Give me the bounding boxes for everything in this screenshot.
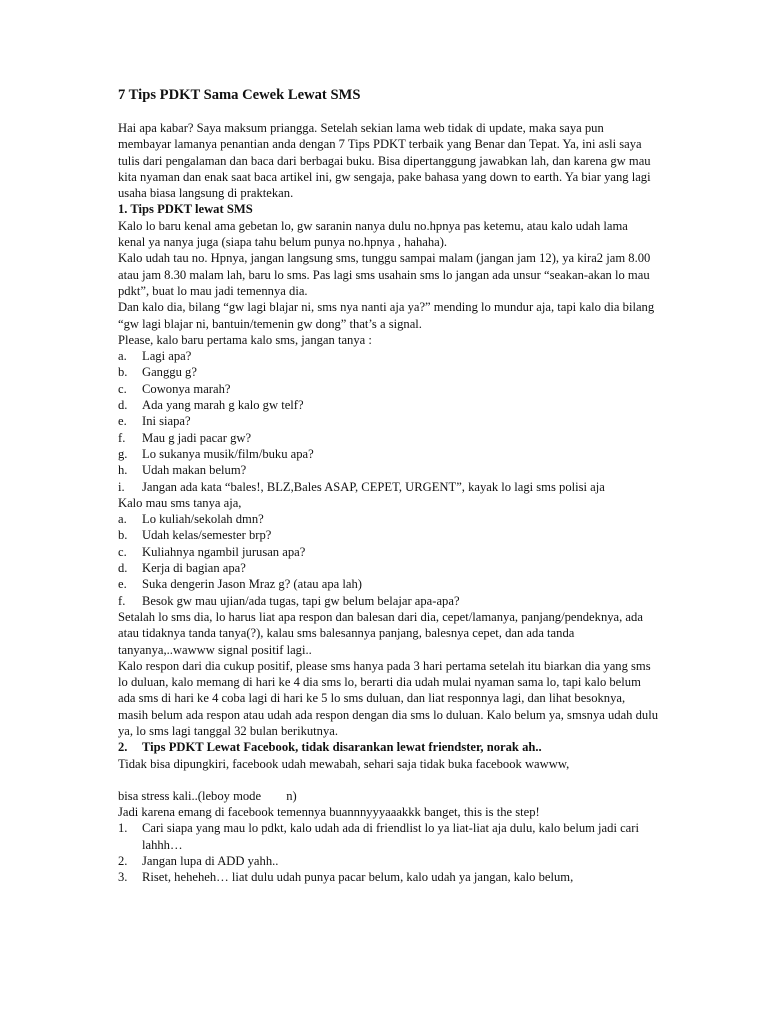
section-2-heading <box>118 739 658 755</box>
section-1-paragraph-7: Kalo respon dari dia cukup positif, please sms hanya pada 3 hari pertama setelah itu biarkan dia yang sms lo duluan, kalo memang di hari ke 4 dia sms lo, berarti dia udah mulai nyaman sama lo, tapi kalo belum ada sms di hari ke 4 coba lagi di hari ke 5 lo sms duluan, dan liat responnya lagi, dan lihat besoknya, masih belum ada respon atau udah ada respon dengan dia sms lo duluan. Kalo belum ya, smsnya udah dulu ya, lo sms lagi tanggal 32 bulan berikutnya. <box>118 658 659 738</box>
list-item <box>118 479 658 495</box>
list-text: Ganggu g? <box>142 365 197 380</box>
list-marker: 3. <box>118 870 128 885</box>
list-marker: g. <box>118 446 128 461</box>
list-marker: d. <box>118 561 128 576</box>
list-marker: 1. <box>118 821 128 836</box>
list-item <box>118 544 658 560</box>
blank-line <box>118 772 658 788</box>
list-marker: e. <box>118 414 127 429</box>
section-1-heading: 1. Tips PDKT lewat SMS <box>118 202 253 217</box>
list-marker: a. <box>118 349 127 364</box>
section-1-paragraph-6: Setalah lo sms dia, lo harus liat apa respon dan balesan dari dia, cepet/lamanya, panjang/pendeknya, ada atau tidaknya tanda tanya(?), kalau sms balesannya panjang, balesnya cepet, dan ada tanda tanyanya,..wawww signal positif lagi.. <box>118 609 643 657</box>
do-ask-list <box>118 511 658 609</box>
intro-paragraph: Hai apa kabar? Saya maksum priangga. Setelah sekian lama web tidak di update, maka saya pun membayar lamanya penantian anda dengan 7 Tips PDKT terbaik yang Benar dan Tepat. Ya, ini asli saya tulis dari pengalaman dan baca dari berbagai buku. Bisa dipertanggung jawabkan lah, dan karena gw mau kita nyaman dan enak saat baca artikel ini, gw sengaja, pake bahasa yang down to earth. Ya biar yang lagi usaha biasa langsung di praktekan. <box>118 121 651 201</box>
list-marker: 2. <box>118 854 128 869</box>
list-text: Lo sukanya musik/film/buku apa? <box>142 446 314 461</box>
list-item <box>118 364 658 380</box>
list-item <box>118 430 658 446</box>
list-text: Kerja di bagian apa? <box>142 561 246 576</box>
list-item <box>118 853 658 869</box>
list-text: Jangan ada kata “bales!, BLZ,Bales ASAP, CEPET, URGENT”, kayak lo lagi sms polisi aja <box>142 479 605 494</box>
section-1-paragraph-5: Kalo mau sms tanya aja, <box>118 495 242 510</box>
list-item <box>118 413 658 429</box>
list-item <box>118 869 658 885</box>
list-item <box>118 576 658 592</box>
dont-ask-list <box>118 348 658 495</box>
list-text: Jangan lupa di ADD yahh.. <box>142 854 279 869</box>
list-text: Riset, heheheh… liat dulu udah punya pacar belum, kalo udah ya jangan, kalo belum, <box>142 870 574 885</box>
list-item <box>118 511 658 527</box>
list-item <box>118 348 658 364</box>
list-item <box>118 593 658 609</box>
section-1-paragraph-4: Please, kalo baru pertama kalo sms, jangan tanya : <box>118 332 372 347</box>
list-text: Udah kelas/semester brp? <box>142 528 272 543</box>
list-text: Udah makan belum? <box>142 463 247 478</box>
list-marker: i. <box>118 479 125 494</box>
list-marker: h. <box>118 463 128 478</box>
section-2-number: 2. <box>118 740 128 755</box>
list-text: Ini siapa? <box>142 414 191 429</box>
list-text: Lo kuliah/sekolah dmn? <box>142 512 264 527</box>
list-text: Ada yang marah g kalo gw telf? <box>142 398 304 413</box>
section-1-paragraph-1: Kalo lo baru kenal ama gebetan lo, gw saranin nanya dulu no.hpnya pas ketemu, atau kalo udah lama kenal ya nanya juga (siapa tahu belum punya no.hpnya , hahaha). <box>118 218 628 250</box>
list-text: Mau g jadi pacar gw? <box>142 430 252 445</box>
list-marker: a. <box>118 512 127 527</box>
list-marker: e. <box>118 577 127 592</box>
list-marker: c. <box>118 544 127 559</box>
section-2-paragraph-1: Tidak bisa dipungkiri, facebook udah mewabah, sehari saja tidak buka facebook wawww, <box>118 756 570 771</box>
list-marker: c. <box>118 381 127 396</box>
list-item <box>118 820 658 853</box>
list-marker: f. <box>118 430 126 445</box>
section-1-paragraph-2: Kalo udah tau no. Hpnya, jangan langsung sms, tunggu sampai malam (jangan jam 12), ya kira2 jam 8.00 atau jam 8.30 malam lah, baru lo sms. Pas lagi sms usahain sms lo jangan ada unsur “seakan-akan lo mau pdkt”, buat lo mau jadi temennya dia. <box>118 251 651 298</box>
section-2-paragraph-2: bisa stress kali..(leboy mode n) <box>118 788 297 803</box>
list-marker: b. <box>118 365 128 380</box>
list-item <box>118 462 658 478</box>
document-title: 7 Tips PDKT Sama Cewek Lewat SMS <box>118 87 361 103</box>
list-marker: f. <box>118 593 126 608</box>
facebook-steps-list <box>118 820 658 885</box>
section-2-heading-text: Tips PDKT Lewat Facebook, tidak disarankan lewat friendster, norak ah.. <box>142 740 542 755</box>
list-text: Lagi apa? <box>142 349 192 364</box>
section-2-paragraph-3: Jadi karena emang di facebook temennya buannnyyyaaakkk banget, this is the step! <box>118 805 540 820</box>
list-item <box>118 527 658 543</box>
list-text: Kuliahnya ngambil jurusan apa? <box>142 544 306 559</box>
list-text: Cowonya marah? <box>142 381 231 396</box>
list-text: Cari siapa yang mau lo pdkt, kalo udah ada di friendlist lo ya liat-liat aja dulu, kalo belum jadi cari lahhh… <box>142 821 639 852</box>
list-item <box>118 446 658 462</box>
document-page <box>118 86 658 886</box>
list-item <box>118 397 658 413</box>
list-text: Suka dengerin Jason Mraz g? (atau apa lah) <box>142 577 362 592</box>
list-marker: b. <box>118 528 128 543</box>
section-1-paragraph-3: Dan kalo dia, bilang “gw lagi blajar ni, sms nya nanti aja ya?” mending lo mundur aja, tapi kalo dia bilang “gw lagi blajar ni, bantuin/temenin gw dong” that’s a signal. <box>118 300 655 331</box>
list-text: Besok gw mau ujian/ada tugas, tapi gw belum belajar apa-apa? <box>142 593 460 608</box>
list-item <box>118 381 658 397</box>
list-marker: d. <box>118 398 128 413</box>
list-item <box>118 560 658 576</box>
